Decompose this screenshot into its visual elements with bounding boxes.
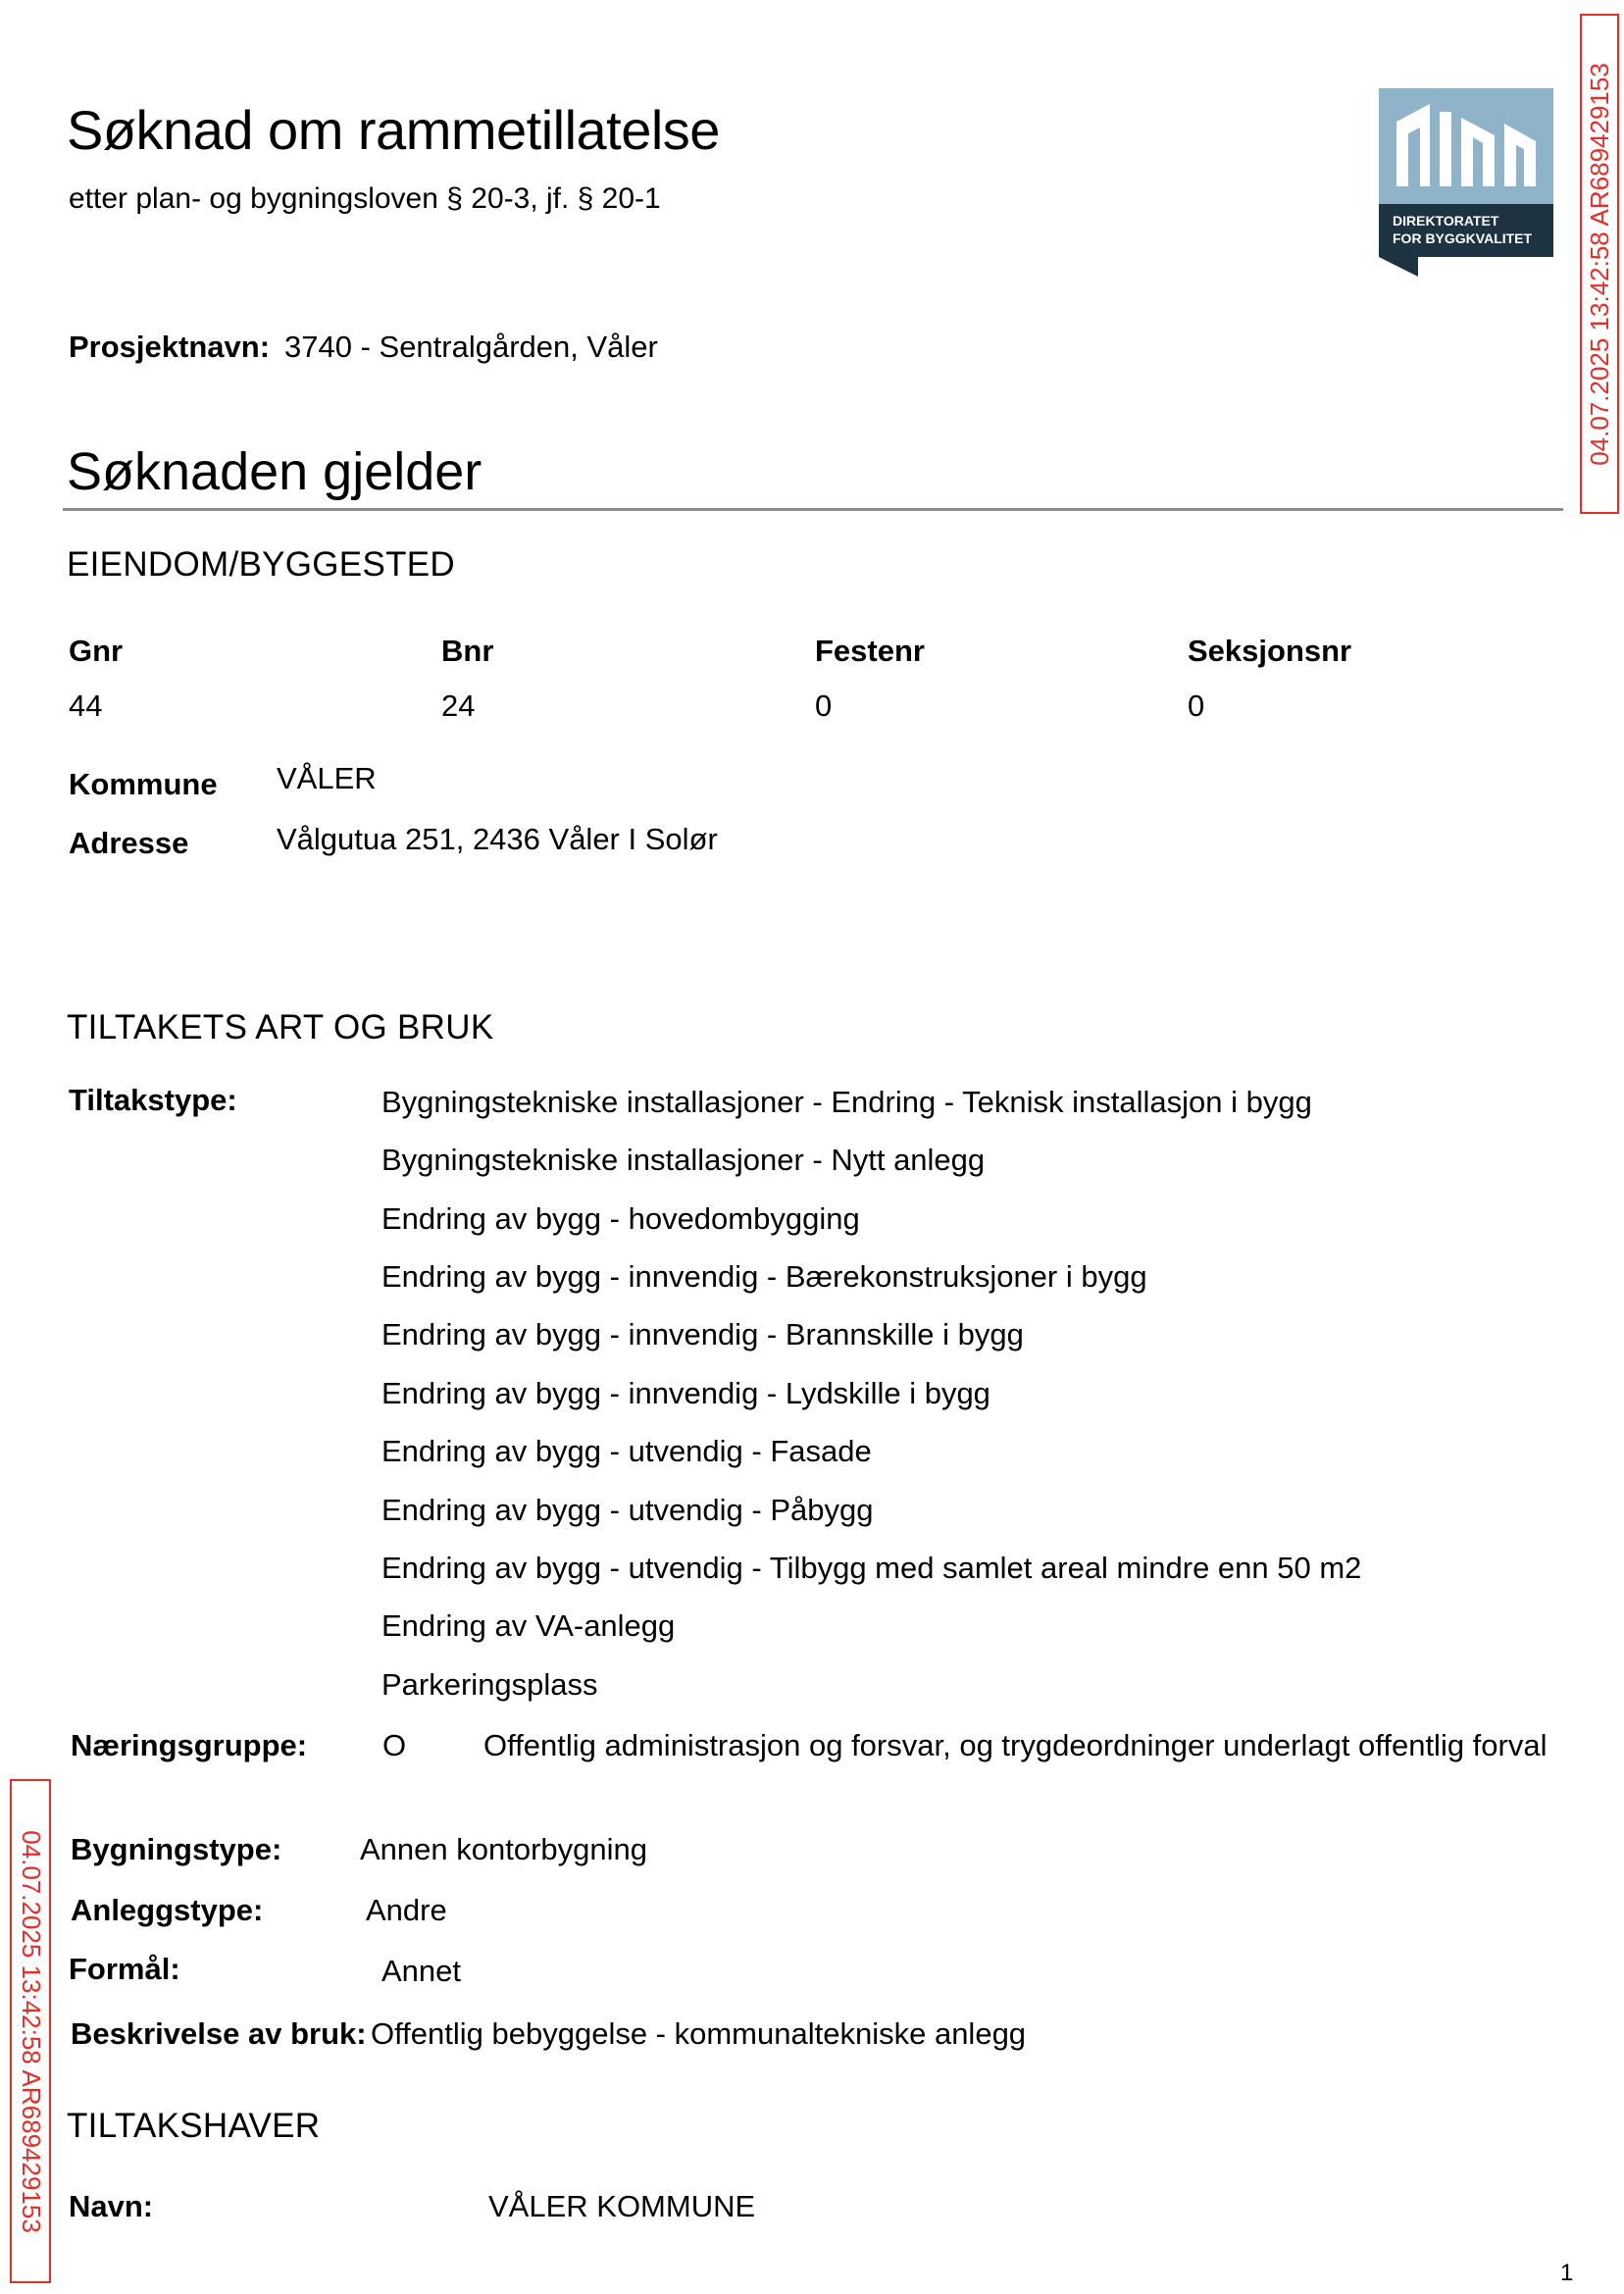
tiltakstype-item: Endring av bygg - innvendig - Bærekonstruksjoner i bygg bbox=[381, 1259, 1147, 1294]
section-divider bbox=[63, 508, 1563, 511]
festenr-value: 0 bbox=[815, 688, 833, 723]
timestamp-stamp-top bbox=[1580, 14, 1619, 514]
tiltakstype-label: Tiltakstype: bbox=[69, 1083, 237, 1117]
formal-label: Formål: bbox=[69, 1952, 180, 1986]
bygningstype-value: Annen kontorbygning bbox=[360, 1832, 648, 1866]
stamp-text-bottom: 04.07.2025 13:42:58 AR689429153 bbox=[16, 1829, 46, 2233]
naeringsgruppe-value: Offentlig administrasjon og forsvar, og trygdeordninger underlagt offentlig forval bbox=[483, 1728, 1548, 1762]
bnr-value: 24 bbox=[441, 688, 476, 723]
bygningstype-label: Bygningstype: bbox=[71, 1832, 282, 1866]
tiltakshaver-heading: TILTAKSHAVER bbox=[67, 2107, 321, 2145]
document-subtitle: etter plan- og bygningsloven § 20-3, jf. § 20-1 bbox=[69, 182, 661, 215]
formal-value: Annet bbox=[381, 1954, 462, 1988]
section-title: Søknaden gjelder bbox=[67, 442, 482, 501]
festenr-label: Festenr bbox=[815, 634, 925, 668]
navn-label: Navn: bbox=[69, 2189, 154, 2223]
page-number: 1 bbox=[1560, 2260, 1574, 2286]
logo-text-line1: DIREKTORATET bbox=[1393, 213, 1499, 229]
tiltakstype-item: Bygningstekniske installasjoner - Endring - Teknisk installasjon i bygg bbox=[381, 1085, 1312, 1119]
tiltakstype-item: Endring av bygg - hovedombygging bbox=[381, 1201, 860, 1236]
naeringsgruppe-code: O bbox=[382, 1728, 407, 1762]
tiltakstype-item: Endring av bygg - innvendig - Brannskille i bygg bbox=[381, 1317, 1024, 1351]
seksjonsnr-value: 0 bbox=[1188, 688, 1205, 723]
anleggstype-value: Andre bbox=[366, 1893, 447, 1927]
tiltakstype-item: Endring av bygg - utvendig - Påbygg bbox=[381, 1493, 874, 1527]
naeringsgruppe-label: Næringsgruppe: bbox=[71, 1728, 308, 1762]
project-value: 3740 - Sentralgården, Våler bbox=[284, 330, 658, 364]
adresse-value: Vålgutua 251, 2436 Våler I Solør bbox=[277, 822, 718, 856]
adresse-label: Adresse bbox=[69, 826, 189, 860]
tiltakstype-item: Endring av VA-anlegg bbox=[381, 1608, 676, 1643]
timestamp-stamp-bottom bbox=[10, 1779, 51, 2283]
dibk-logo bbox=[1379, 88, 1553, 277]
anleggstype-label: Anleggstype: bbox=[71, 1893, 264, 1927]
logo-text-line2: FOR BYGGKVALITET bbox=[1393, 230, 1533, 246]
document-title: Søknad om rammetillatelse bbox=[67, 99, 720, 161]
bnr-label: Bnr bbox=[441, 634, 494, 668]
seksjonsnr-label: Seksjonsnr bbox=[1188, 634, 1352, 668]
tiltak-heading: TILTAKETS ART OG BRUK bbox=[67, 1008, 494, 1046]
tiltakstype-item: Parkeringsplass bbox=[381, 1667, 598, 1702]
property-heading: EIENDOM/BYGGESTED bbox=[67, 545, 455, 584]
tiltakstype-item: Endring av bygg - innvendig - Lydskille i bygg bbox=[381, 1376, 990, 1410]
tiltakstype-item: Bygningstekniske installasjoner - Nytt anlegg bbox=[381, 1143, 986, 1177]
stamp-text-top: 04.07.2025 13:42:58 AR689429153 bbox=[1584, 62, 1614, 466]
project-label: Prosjektnavn: bbox=[69, 330, 271, 364]
kommune-value: VÅLER bbox=[277, 761, 377, 795]
tiltakstype-item: Endring av bygg - utvendig - Fasade bbox=[381, 1434, 872, 1468]
gnr-label: Gnr bbox=[69, 634, 124, 668]
kommune-label: Kommune bbox=[69, 767, 218, 801]
tiltakstype-item: Endring av bygg - utvendig - Tilbygg med samlet areal mindre enn 50 m2 bbox=[381, 1551, 1362, 1585]
beskrivelse-value: Offentlig bebyggelse - kommunaltekniske anlegg bbox=[371, 2016, 1027, 2051]
beskrivelse-label: Beskrivelse av bruk: bbox=[71, 2016, 367, 2051]
gnr-value: 44 bbox=[69, 688, 103, 723]
navn-value: VÅLER KOMMUNE bbox=[488, 2189, 756, 2223]
